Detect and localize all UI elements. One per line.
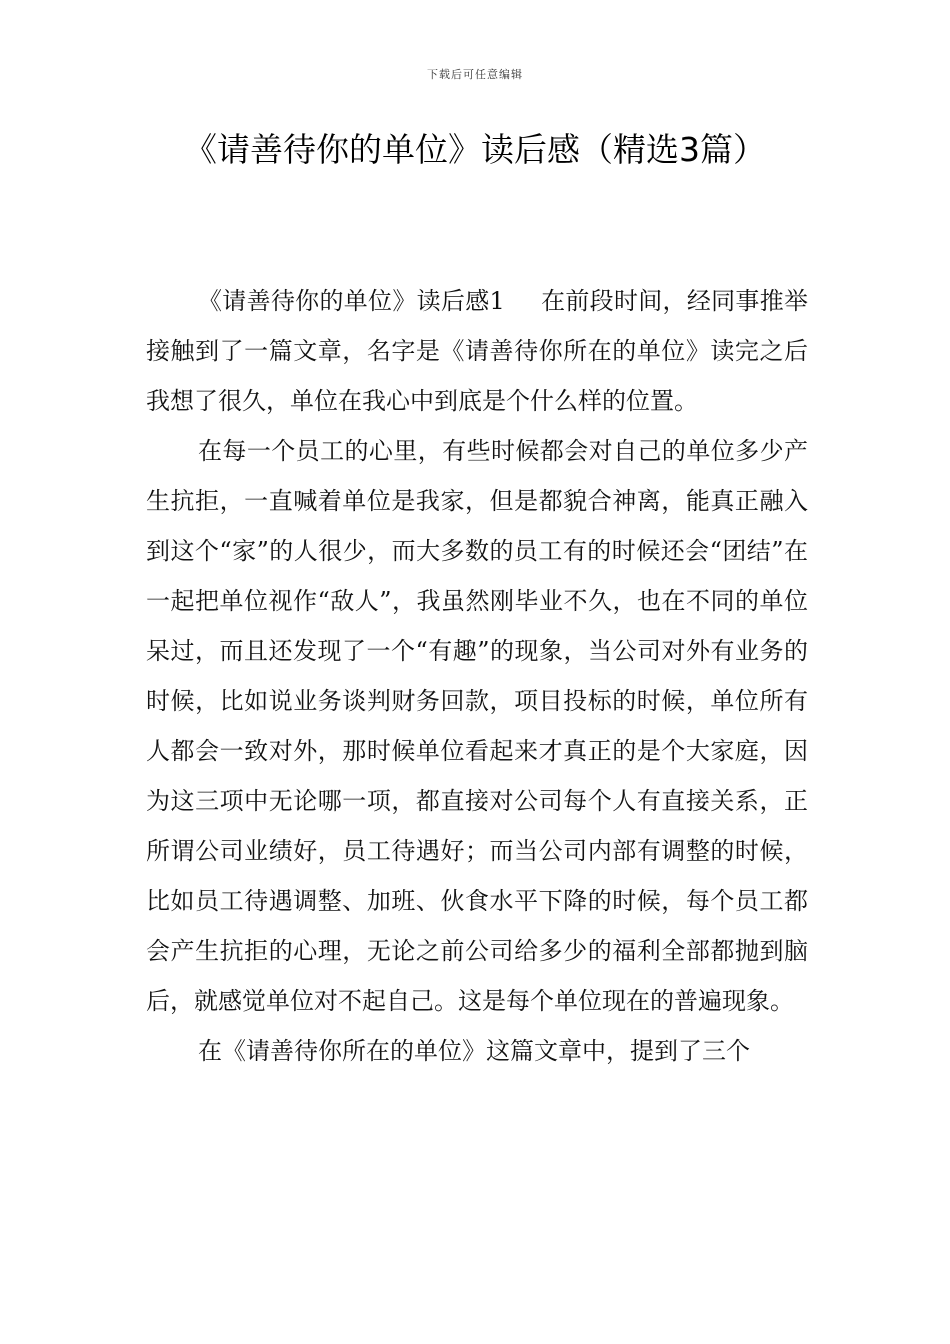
paragraph-2: 在每一个员工的心里，有些时候都会对自己的单位多少产生抗拒，一直喊着单位是我家，但是都貌合神离，能真正融入到这个“家”的人很少，而大多数的员工有的时候还会“团结”在一起把单位视作“敌人”，我虽然刚毕业不久，也在不同的单位呆过，而且还发现了一个“有趣”的现象，当公司对外有业务的时候，比如说业务谈判财务回款，项目投标的时候，单位所有人都会一致对外，那时候单位看起来才真正的是个大家庭，因为这三项中无论哪一项，都直接对公司每个人有直接关系，正所谓公司业绩好，员工待遇好；而当公司内部有调整的时候，比如员工待遇调整、加班、伙食水平下降的时候，每个员工都会产生抗拒的心理，无论之前公司给多少的福利全部都抛到脑后，就感觉单位对不起自己。这是每个单位现在的普遍现象。 (146, 437, 808, 1015)
paragraph-3: 在《请善待你所在的单位》这篇文章中，提到了三个 (198, 1037, 750, 1065)
section-heading: 《请善待你的单位》读后感1 (198, 287, 505, 315)
header-note: 下载后可任意编辑 (427, 68, 523, 81)
document-title: 《请善待你的单位》读后感（精选3篇） (184, 130, 766, 169)
paragraph-text: 在前段时间，经同事推举接触到了一篇文章，名字是《请善待你所在的单位》读完之后我想了很久，单位在我心中到底是个什么样的位置。 (146, 287, 808, 415)
document-body (146, 276, 808, 1076)
paragraph-1 (146, 276, 808, 426)
